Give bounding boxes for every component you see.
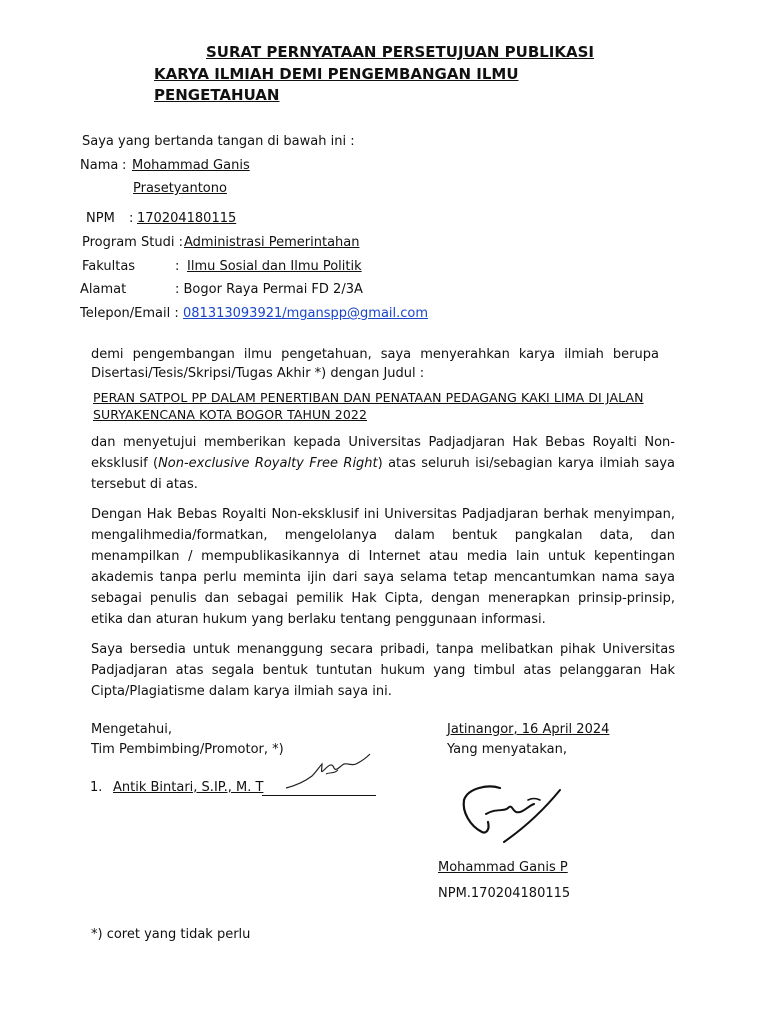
- pembimbing-signature: [282, 752, 374, 794]
- judul-line-2: SURYAKENCANA KOTA BOGOR TAHUN 2022: [93, 407, 368, 422]
- npm-label: NPM: [86, 211, 115, 226]
- paragraph-2: [91, 432, 675, 495]
- signing-date: , 16 April 2024: [513, 722, 610, 737]
- alamat-value: : Bogor Raya Permai FD 2/3A: [175, 282, 363, 297]
- nama-value-line-1: Mohammad Ganis: [132, 158, 250, 173]
- pembimbing-name: Antik Bintari, S.IP., M. T: [113, 780, 264, 795]
- footnote: *) coret yang tidak perlu: [91, 927, 251, 942]
- signing-place: Jatinangor: [447, 722, 514, 737]
- paragraph-1-line-2: Disertasi/Tesis/Skripsi/Tugas Akhir *) dengan Judul :: [91, 366, 425, 381]
- signer-name: Mohammad Ganis P: [438, 860, 568, 875]
- paragraph-2-text-a: dan menyetujui memberikan kepada Universitas Padjadjaran Hak Bebas Royalti Non-eksklusif (: [91, 435, 675, 471]
- paragraph-2-italic: Non-exclusive Royalty Free Right: [158, 456, 378, 471]
- title-line-1: SURAT PERNYATAAN PERSETUJUAN PUBLIKASI: [206, 43, 595, 61]
- paragraph-2-text-b: ) atas seluruh isi/sebagian karya ilmiah saya tersebut di atas.: [91, 456, 675, 492]
- paragraph-4: Saya bersedia untuk menanggung secara pribadi, tanpa melibatkan pihak Universitas Padjadjaran atas segala bentuk tuntutan hukum yang timbul atas pelanggaran Hak Cipta/Plagiatisme dalam karya ilmiah saya ini.: [91, 642, 675, 699]
- nama-label: Nama: [80, 158, 119, 173]
- nama-value-line-2: Prasetyantono: [133, 181, 227, 196]
- signing-place-date: [447, 722, 609, 737]
- yang-menyatakan-label: Yang menyatakan,: [447, 742, 568, 757]
- judul-line-1: PERAN SATPOL PP DALAM PENERTIBAN DAN PENATAAN PEDAGANG KAKI LIMA DI JALAN: [93, 390, 644, 405]
- fakultas-separator: :: [175, 259, 180, 274]
- alamat-label: Alamat: [80, 282, 127, 297]
- mengetahui-label: Mengetahui,: [91, 722, 172, 737]
- prodi-value: Administrasi Pemerintahan: [184, 235, 360, 250]
- npm-separator: :: [129, 211, 134, 226]
- tim-pembimbing-label: Tim Pembimbing/Promotor, *): [91, 742, 284, 757]
- signer-npm: NPM.170204180115: [438, 886, 571, 901]
- title-line-3: PENGETAHUAN: [154, 86, 280, 104]
- pembimbing-signature-line: [262, 795, 376, 796]
- telepon-email-link[interactable]: 081313093921/mganspp@gmail.com: [183, 306, 429, 321]
- intro-text: Saya yang bertanda tangan di bawah ini :: [82, 134, 355, 149]
- fakultas-value: Ilmu Sosial dan Ilmu Politik: [187, 259, 362, 274]
- title-line-2: KARYA ILMIAH DEMI PENGEMBANGAN ILMU: [154, 65, 519, 83]
- npm-value: 170204180115: [137, 211, 237, 226]
- pembimbing-number: 1.: [90, 780, 103, 795]
- nama-separator: :: [122, 158, 127, 173]
- paragraph-3: Dengan Hak Bebas Royalti Non-eksklusif ini Universitas Padjadjaran berhak menyimpan, mengalihmedia/formatkan, mengelolanya dalam bentuk pangkalan data, dan menampilkan / mempublikasikannya di Internet atau media lain untuk kepentingan akademis tanpa perlu meminta ijin dari saya selama tetap mencantumkan nama saya sebagai penulis dan sebagai pemilik Hak Cipta, dengan menerapkan prinsip-prinsip, etika dan aturan hukum yang berlaku tentang penggunaan informasi.: [91, 507, 675, 627]
- paragraph-1-line-1: demi pengembangan ilmu pengetahuan, saya menyerahkan karya ilmiah berupa: [91, 347, 659, 362]
- fakultas-label: Fakultas: [82, 259, 136, 274]
- signer-signature: [460, 782, 570, 852]
- telepon-label: Telepon/Email :: [80, 306, 179, 321]
- prodi-label: Program Studi :: [82, 235, 183, 250]
